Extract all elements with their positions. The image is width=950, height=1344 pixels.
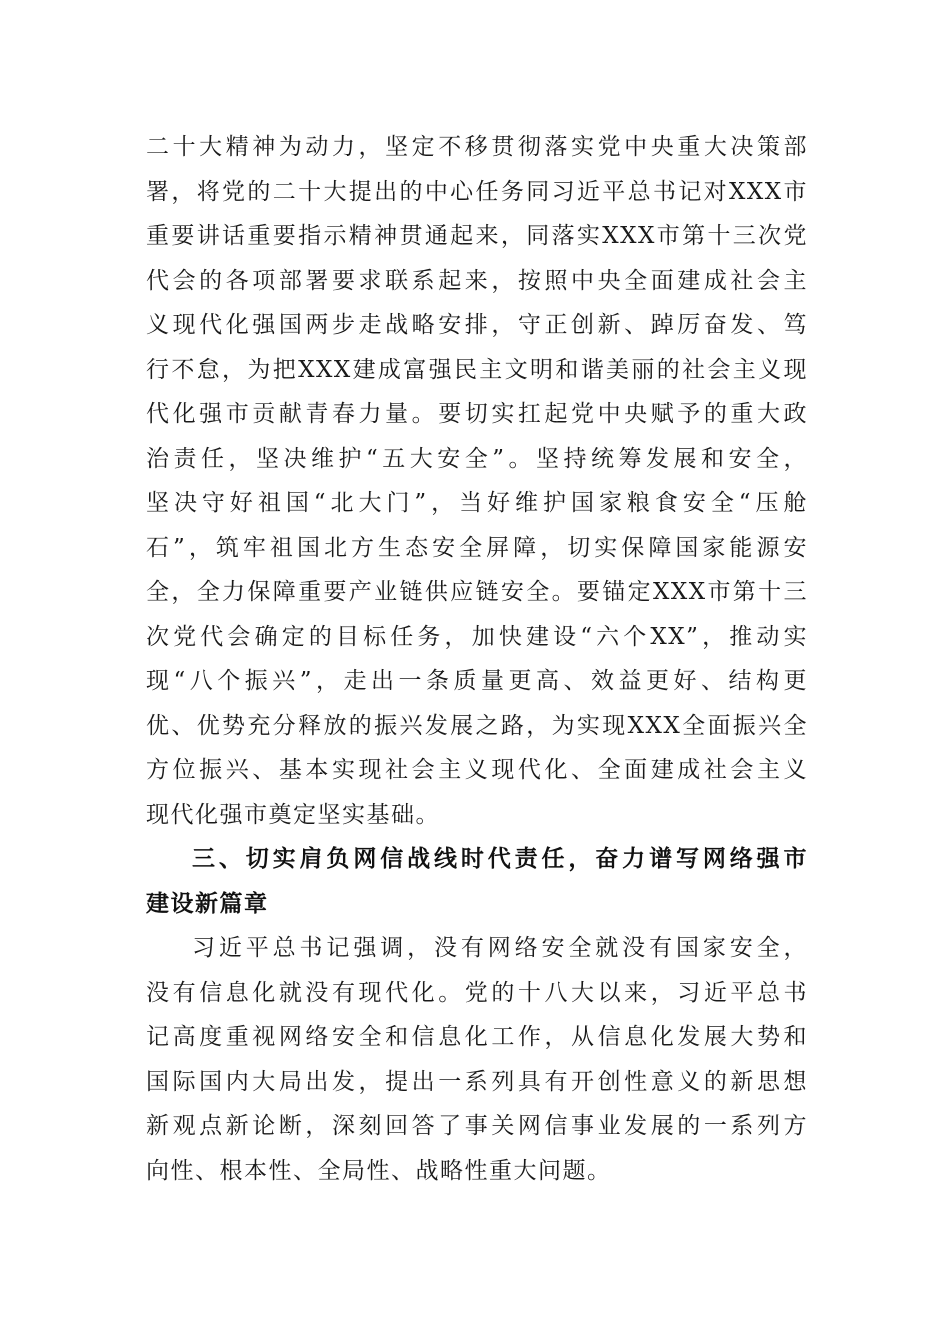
paragraph-2-line-2: 没有信息化就没有现代化。党的十八大以来，习近平总书 bbox=[146, 979, 808, 1006]
paragraph-1-line-13: 现“八个振兴”，走出一条质量更高、效益更好、结构更 bbox=[146, 668, 808, 694]
paragraph-2-line-5: 新观点新论断，深刻回答了事关网信事业发展的一系列方 bbox=[146, 1113, 808, 1139]
paragraph-1-line-16: 现代化强市奠定坚实基础。 bbox=[146, 801, 440, 828]
section-heading-line-1: 三、切实肩负网信战线时代责任，奋力谱写网络强市 bbox=[192, 846, 808, 872]
paragraph-2 bbox=[146, 926, 808, 1193]
paragraph-2-line-3: 记高度重视网络安全和信息化工作，从信息化发展大势和 bbox=[146, 1024, 808, 1050]
paragraph-1-line-9: 坚决守好祖国“北大门”，当好维护国家粮食安全“压舱 bbox=[146, 490, 808, 516]
section-heading-line-2: 建设新篇章 bbox=[146, 890, 269, 917]
paragraph-1-line-5: 义现代化强国两步走战略安排，守正创新、踔厉奋发、笃 bbox=[146, 312, 808, 338]
paragraph-1 bbox=[146, 125, 808, 837]
paragraph-1-line-1: 二十大精神为动力，坚定不移贯彻落实党中央重大决策部 bbox=[146, 134, 808, 160]
paragraph-2-line-4: 国际国内大局出发，提出一系列具有开创性意义的新思想 bbox=[146, 1068, 808, 1095]
paragraph-1-line-6: 行不怠，为把XXX建成富强民主文明和谐美丽的社会主义现 bbox=[146, 356, 808, 383]
paragraph-2-line-1: 习近平总书记强调，没有网络安全就没有国家安全， bbox=[192, 935, 808, 961]
paragraph-1-line-10: 石”，筑牢祖国北方生态安全屏障，切实保障国家能源安 bbox=[146, 534, 808, 561]
paragraph-1-line-8: 治责任，坚决维护“五大安全”。坚持统筹发展和安全， bbox=[146, 445, 808, 472]
paragraph-1-line-14: 优、优势充分释放的振兴发展之路，为实现XXX全面振兴全 bbox=[146, 712, 808, 739]
paragraph-1-line-15: 方位振兴、基本实现社会主义现代化、全面建成社会主义 bbox=[146, 757, 808, 783]
section-heading bbox=[146, 837, 808, 926]
paragraph-1-line-3: 重要讲话重要指示精神贯通起来，同落实XXX市第十三次党 bbox=[146, 223, 808, 249]
paragraph-1-line-4: 代会的各项部署要求联系起来，按照中央全面建成社会主 bbox=[146, 267, 808, 294]
paragraph-1-line-12: 次党代会确定的目标任务，加快建设“六个XX”，推动实 bbox=[146, 623, 808, 650]
paragraph-1-line-2: 署，将党的二十大提出的中心任务同习近平总书记对XXX市 bbox=[146, 178, 808, 205]
paragraph-1-line-11: 全，全力保障重要产业链供应链安全。要锚定XXX市第十三 bbox=[146, 579, 808, 605]
paragraph-2-line-6: 向性、根本性、全局性、战略性重大问题。 bbox=[146, 1157, 612, 1184]
paragraph-1-line-7: 代化强市贡献青春力量。要切实扛起党中央赋予的重大政 bbox=[146, 401, 808, 427]
